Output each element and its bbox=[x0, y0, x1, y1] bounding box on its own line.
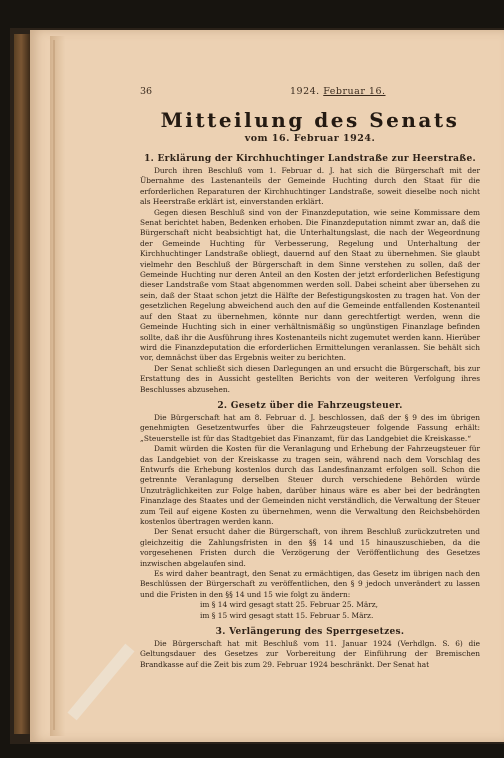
header-year: 1924. bbox=[290, 86, 320, 97]
section-3 bbox=[140, 627, 480, 670]
paragraph: Der Senat schließt sich diesen Darlegungen an und ersucht die Bürgerschaft, bis zur Erstattung des in Aussicht gestellten Berichts von der weiteren Verfolgung ihres Beschlusses abzusehen. bbox=[140, 363, 480, 394]
page-number: 36 bbox=[140, 86, 153, 97]
section-heading: 3. Verlängerung des Sperrgesetzes. bbox=[215, 627, 405, 638]
section-heading: 1. Erklärung der Kirchhuchtinger Landstraße zur Heerstraße. bbox=[144, 154, 476, 164]
page-content bbox=[140, 108, 480, 670]
page-fold-line bbox=[53, 40, 55, 730]
paragraph: Damit würden die Kosten für die Veranlagung und Erhebung der Fahrzeugsteuer für das Landgebiet von der Kreiskasse zu tragen sein, während nach dem Vorschlag des Entwurfs die Erhebung kostenlos durch das Landesfinanzamt erfolgen soll. Schon die getrennte Veranlagung derselben Steuer durch verschiedene Behörden würde Unzuträglichkeiten zur Folge haben, darüber hinaus wäre es aber bei der bedrängten Finanzlage des Staates und der Gemeinden nicht verständlich, die Verwaltung der Steuer zum Teil auf eigene Kosten zu übernehmen, wenn die Verwaltung den Reichsbehörden kostenlos übertragen werden kann. bbox=[140, 444, 480, 526]
paragraph: Die Bürgerschaft hat mit Beschluß vom 11. Januar 1924 (Verhdlgn. S. 6) die Geltungsdauer des Gesetzes zur Vorbereitung der Einführung der Bremischen Brandkasse auf die Zeit bis zum 29. Februar 1924 beschränkt. Der Senat hat bbox=[140, 639, 480, 669]
section-heading: 2. Gesetz über die Fahrzeugsteuer. bbox=[217, 400, 403, 411]
section-1 bbox=[140, 154, 480, 395]
page-subtitle: vom 16. Februar 1924. bbox=[244, 133, 376, 144]
cover-spine-edge bbox=[14, 34, 30, 734]
header-date bbox=[290, 86, 386, 97]
amendment-line: im § 14 wird gesagt statt 25. Februar 25. März, bbox=[200, 600, 378, 610]
running-header bbox=[140, 86, 470, 100]
page-title: Mitteilung des Senats bbox=[160, 108, 460, 132]
paragraph: Gegen diesen Beschluß sind von der Finanzdeputation, wie seine Kommissare dem Senat berichtet haben, Bedenken erhoben. Die Finanzdeputation nimmt zwar an, daß die Bürgerschaft nicht beabsichtigt hat, die Unterhaltungslast, die nach der Wegeordnung der Gemeinde Huchting für Verbesserung, Regelung und Unterhaltung der Kirchhuchtinger Landstraße obliegt, dauernd auf den Staat zu übernehmen. Sie glaubt vielmehr den Beschluß der Bürgerschaft in dem Sinne verstehen zu sollen, daß der Gemeinde Huchting nur deren Anteil an den Kosten der jetzt erforderlichen Befestigung dieser Landstraße vom Staat abgenommen werden soll. Dabei scheint aber übersehen zu sein, daß der Staat schon jetzt die Hälfte der Befestigungskosten zu tragen hat. Von der gesetzlichen Regelung abweichend auch den auf die Gemeinde entfallenden Kostenanteil auf den Staat zu übernehmen, könnte nur dann gerechtfertigt werden, wenn die Gemeinde Huchting sich in einer verhältnismäßig so ungünstigen Finanzlage befinden sollte, daß ihr die Ausführung ihres Kostenanteils nicht zugemutet werden kann. Hierüber wird die Finanzdeputation die erforderlichen Ermittelungen veranlassen. Sie behält sich vor, demnächst über das Ergebnis weiter zu berichten. bbox=[140, 207, 480, 363]
header-day: Februar 16. bbox=[323, 86, 386, 97]
amendment-line: im § 15 wird gesagt statt 15. Februar 5. März. bbox=[200, 610, 374, 620]
paragraph: Durch ihren Beschluß vom 1. Februar d. J. hat sich die Bürgerschaft mit der Übernahme des Lastenanteils der Gemeinde Huchting durch den Staat für die erforderlichen Reparaturen der Kirchhuchtinger Landstraße, soweit dieselbe noch nicht als Heerstraße erklärt ist, einverstanden erklärt. bbox=[140, 166, 480, 207]
section-2 bbox=[140, 401, 480, 621]
paragraph: Die Bürgerschaft hat am 8. Februar d. J. beschlossen, daß der § 9 des im übrigen genehmigten Gesetzentwurfes über die Fahrzeugsteuer folgende Fassung erhält: „Steuerstelle ist für das Stadtgebiet das Finanzamt, für das Landgebiet die Kreiskasse.“ bbox=[140, 412, 480, 443]
paragraph: Der Senat ersucht daher die Bürgerschaft, von ihrem Beschluß zurückzutreten und gleichzeitig die Zahlungsfristen in den §§ 14 und 15 hinauszuschieben, da die vorgesehenen Fristen durch die Verzögerung der Veröffentlichung des Gesetzes inzwischen abgelaufen sind. bbox=[140, 527, 480, 568]
paragraph: Es wird daher beantragt, den Senat zu ermächtigen, das Gesetz im übrigen nach den Beschlüssen der Bürgerschaft zu veröffentlichen, den § 9 jedoch unverändert zu lassen und die Fristen in den §§ 14 und 15 wie folgt zu ändern: bbox=[140, 569, 480, 599]
